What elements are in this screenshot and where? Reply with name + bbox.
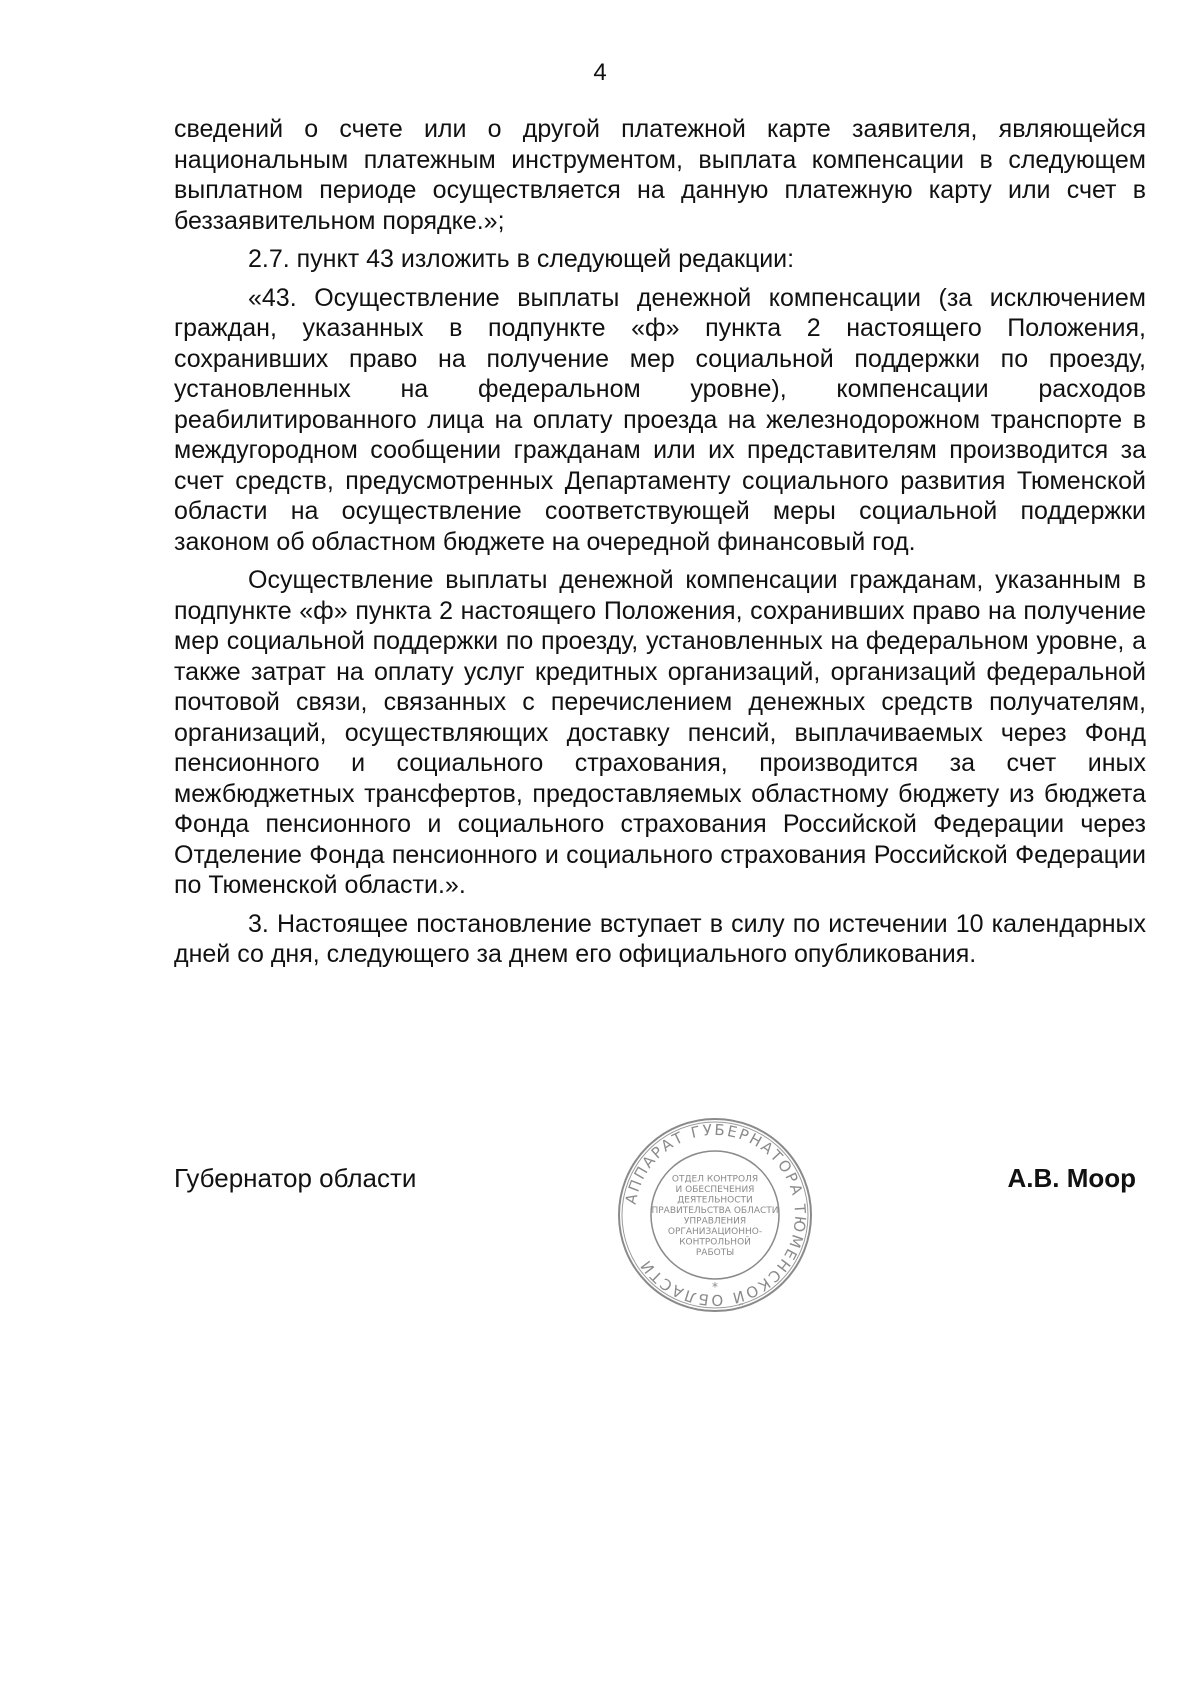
- seal-inner-line: И ОБЕСПЕЧЕНИЯ: [675, 1184, 755, 1195]
- seal-inner-line: ОТДЕЛ КОНТРОЛЯ: [671, 1174, 759, 1185]
- paragraph-5: 3. Настоящее постановление вступает в силу по истечении 10 календарных дней со дня, следующего за днем его официального опубликования.: [174, 909, 1146, 968]
- page-number: 4: [593, 59, 607, 86]
- svg-text:*: *: [712, 1280, 718, 1294]
- paragraph-2: 2.7. пункт 43 изложить в следующей редакции:: [248, 245, 795, 273]
- seal-inner-line: ДЕЯТЕЛЬНОСТИ: [677, 1195, 753, 1206]
- seal-inner-line: КОНТРОЛЬНОЙ: [679, 1237, 751, 1248]
- seal-inner-line: ОРГАНИЗАЦИОННО-: [667, 1226, 763, 1237]
- svg-text:АППАРАТ ГУБЕРНАТОРА ТЮМЕНСКОЙ: АППАРАТ ГУБЕРНАТОРА ТЮМЕНСКОЙ ОБЛАСТИ: [621, 1120, 810, 1310]
- signer-name: А.В. Моор: [1007, 1163, 1136, 1193]
- seal-icon: [615, 1115, 815, 1315]
- official-seal-stamp: [615, 1115, 815, 1315]
- paragraph-1: сведений о счете или о другой платежной карте заявителя, являющейся национальным платежным инструментом, выплата компенсации в следующем выплатном периоде осуществляется на данную платежную карту или счет в беззаявительном порядке.»;: [174, 115, 1146, 235]
- paragraph-4: Осуществление выплаты денежной компенсации гражданам, указанным в подпункте «ф» пункта 2 настоящего Положения, сохранивших право на получение мер социальной поддержки по проезду, установленных на федеральном уровне, а также затрат на оплату услуг кредитных организаций, организаций федеральной почтовой связи, связанных с перечислением денежных средств получателям, организаций, осуществляющих доставку пенсий, выплачиваемых через Фонд пенсионного и социального страхования, производится за счет иных межбюджетных трансфертов, предоставляемых областному бюджету из бюджета Фонда пенсионного и социального страхования Российской Федерации через Отделение Фонда пенсионного и социального страхования Российской Федерации по Тюменской области.».: [174, 566, 1146, 899]
- seal-inner-line: ПРАВИТЕЛЬСТВА ОБЛАСТИ: [651, 1205, 779, 1216]
- signer-title: Губернатор области: [174, 1163, 417, 1193]
- seal-inner-line: УПРАВЛЕНИЯ: [683, 1216, 747, 1227]
- paragraph-3: «43. Осуществление выплаты денежной компенсации (за исключением граждан, указанных в подпункте «ф» пункта 2 настоящего Положения, сохранивших право на получение мер социальной поддержки по проезду, установленных на федеральном уровне), компенсации расходов реабилитированного лица на оплату проезда на железнодорожном транспорте в междугородном сообщении гражданам или их представителям производится за счет средств, предусмотренных Департаменту социального развития Тюменской области на осуществление соответствующей меры социальной поддержки законом об областном бюджете на очередной финансовый год.: [174, 283, 1146, 556]
- document-body: [174, 114, 1146, 978]
- seal-inner-line: РАБОТЫ: [695, 1247, 735, 1258]
